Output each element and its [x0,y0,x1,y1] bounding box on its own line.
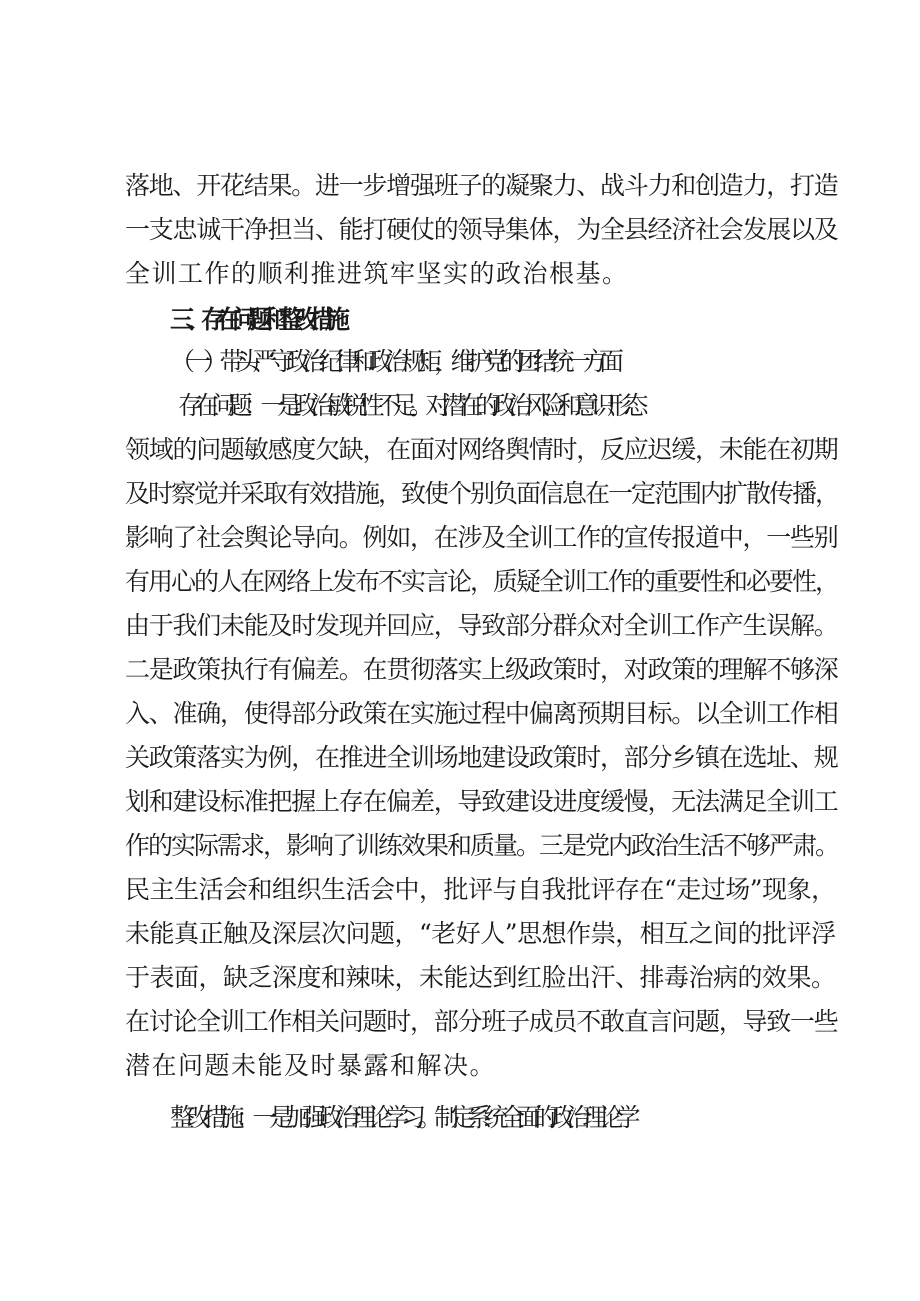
problems-line-2: 领域的问题敏感度欠缺，在面对网络舆情时，反应迟缓，未能在初期 [125,435,838,464]
body-line-3: 全训工作的顺利推进筑牢坚实的政治根基。 [125,259,629,288]
problems-line-11: 作的实际需求，影响了训练效果和质量。三是党内政治生活不够严肃。 [125,831,839,860]
problems-line-12: 民主生活会和组织生活会中，批评与自我批评存在“走过场”现象， [125,875,836,904]
problems-line-13: 未能真正触及深层次问题，“老好人”思想作祟，相互之间的批评浮 [125,919,836,948]
subsection-heading: （一）带头严守政治纪律和政治规矩，维护党的团结统一方面 [170,347,616,376]
problems-line-10: 划和建设标准把握上存在偏差，导致建设进度缓慢，无法满足全训工 [125,787,838,816]
body-line-1: 落地、开花结果。进一步增强班子的凝聚力、战斗力和创造力，打造 [125,171,838,200]
problems-line-14: 于表面，缺乏深度和辣味，未能达到红脸出汗、排毒治病的效果。 [125,963,836,992]
problems-line-4: 影响了社会舆论导向。例如，在涉及全训工作的宣传报道中，一些别 [125,523,838,552]
problems-line-7: 二是政策执行有偏差。在贯彻落实上级政策时，对政策的理解不够深 [125,655,838,684]
problems-line-3: 及时察觉并采取有效措施，致使个别负面信息在一定范围内扩散传播， [125,479,839,508]
section-heading: 三、存在问题和整改措施 [170,305,341,334]
problems-line-9: 关政策落实为例，在推进全训场地建设政策时，部分乡镇在选址、规 [125,743,838,772]
problems-line-6: 由于我们未能及时发现并回应，导致部分群众对全训工作产生误解。 [125,611,838,640]
body-line-2: 一支忠诚干净担当、能打硬仗的领导集体，为全县经济社会发展以及 [125,215,838,244]
problems-line-16: 潜在问题未能及时暴露和解决。 [125,1051,497,1080]
problems-line-5: 有用心的人在网络上发布不实言论，质疑全训工作的重要性和必要性， [125,567,839,596]
problems-line-1: 存在问题：一是政治敏锐性不足。对潜在的政治风险和意识形态 [178,391,641,420]
measures-line-1: 整改措施：一是加强政治理论学习。制定系统全面的政治理论学 [170,1103,633,1132]
problems-line-8: 入、准确，使得部分政策在实施过程中偏离预期目标。以全训工作相 [125,699,838,728]
problems-line-15: 在讨论全训工作相关问题时，部分班子成员不敢直言问题，导致一些 [125,1007,838,1036]
